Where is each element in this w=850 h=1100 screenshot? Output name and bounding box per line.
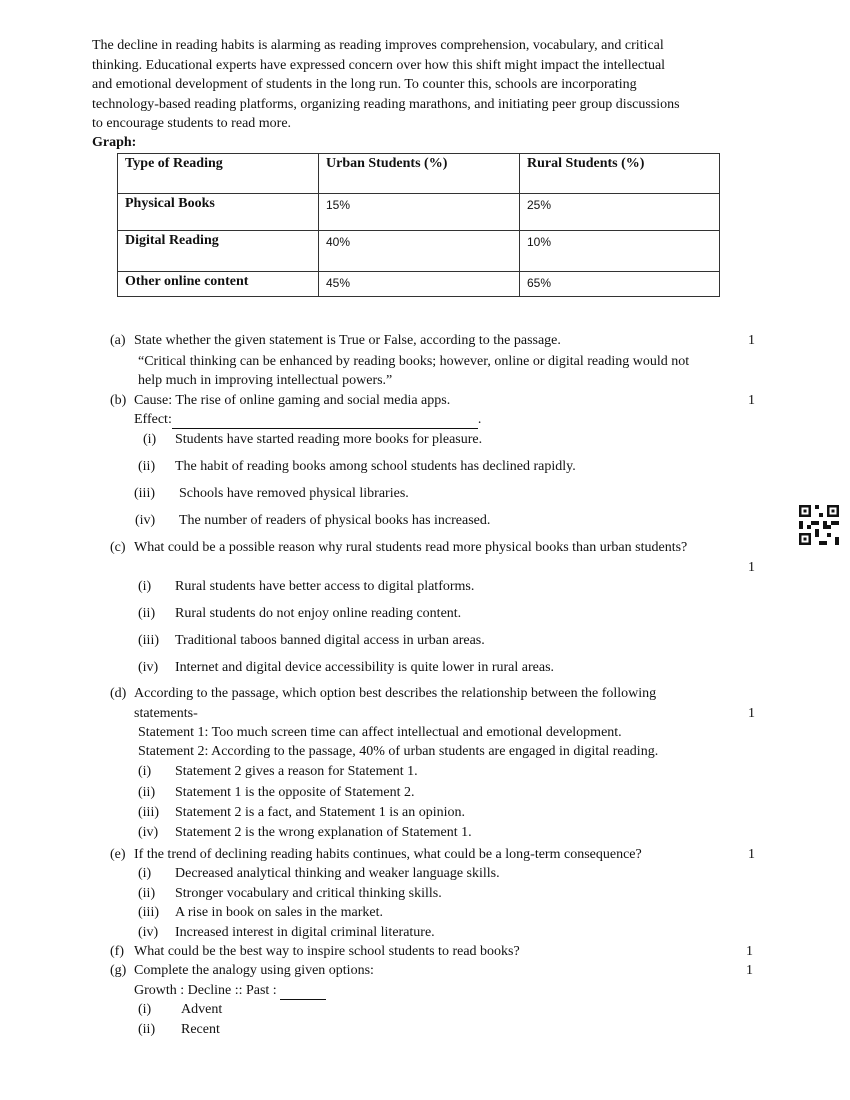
option-text: Traditional taboos banned digital access in urban areas. [175,633,485,648]
question-mark: 1 [746,963,753,978]
question-text: Cause: The rise of online gaming and social media apps. [134,393,451,408]
question-label: (c) [110,540,126,555]
table-cell: 25% [520,194,720,231]
analogy-text: Growth : Decline :: Past : [134,983,277,998]
option-text: Recent [181,1022,220,1037]
table-cell: 10% [520,231,720,272]
question-text: What could be the best way to inspire school students to read books? [134,944,520,959]
statement-1: Statement 1: Too much screen time can affect intellectual and emotional development. [138,725,622,740]
option-number: (iv) [138,660,159,675]
option-number: (ii) [138,886,156,901]
table-cell: 65% [520,272,720,297]
question-text: Complete the analogy using given options: [134,963,374,978]
question-text: statements- [134,706,198,721]
question-text: According to the passage, which option best describes the relationship between the following [134,686,657,701]
option-text: The number of readers of physical books has increased. [179,513,491,528]
option-text: Decreased analytical thinking and weaker language skills. [175,866,500,881]
question-mark: 1 [748,560,755,575]
table-header: Type of Reading [118,154,319,194]
option-number: (ii) [138,1022,156,1037]
table-cell: Digital Reading [118,231,319,272]
question-mark: 1 [748,333,755,348]
effect-line: Effect: . [134,412,482,427]
question-mark: 1 [748,706,755,721]
passage-line: and emotional development of students in the long run. To counter this, schools are incorporating [92,77,637,92]
table-row [118,231,720,272]
reading-table [117,153,720,297]
table-cell: 15% [319,194,520,231]
option-text: Statement 2 gives a reason for Statement 1. [175,764,418,779]
option-text: Increased interest in digital criminal literature. [175,925,435,940]
answer-blank [280,985,326,1000]
option-text: Students have started reading more books for pleasure. [175,432,483,447]
table-header: Rural Students (%) [520,154,720,194]
option-text: Statement 2 is the wrong explanation of Statement 1. [175,825,472,840]
question-label: (a) [110,333,126,348]
question-mark: 1 [748,847,755,862]
quote-line: help much in improving intellectual powers.” [138,373,393,388]
table-cell: 45% [319,272,520,297]
option-number: (i) [138,579,152,594]
passage-line: thinking. Educational experts have expressed concern over how this shift might impact the intellectual [92,58,666,73]
option-number: (iii) [138,805,159,820]
table-row [118,194,720,231]
option-text: Internet and digital device accessibility is quite lower in rural areas. [175,660,555,675]
table-cell: Other online content [118,272,319,297]
question-mark: 1 [746,944,753,959]
option-text: Statement 2 is a fact, and Statement 1 is an opinion. [175,805,466,820]
option-number: (ii) [138,459,156,474]
question-mark: 1 [748,393,755,408]
question-label: (e) [110,847,126,862]
table-header-row [118,154,720,194]
passage-line: to encourage students to read more. [92,116,292,131]
question-label: (d) [110,686,127,701]
question-text: If the trend of declining reading habits continues, what could be a long-term consequence? [134,847,642,862]
option-number: (i) [138,764,152,779]
quote-line: “Critical thinking can be enhanced by reading books; however, online or digital reading would not [138,354,690,369]
option-number: (i) [138,866,152,881]
option-text: Statement 1 is the opposite of Statement 2. [175,785,415,800]
question-label: (b) [110,393,127,408]
answer-blank [172,414,478,429]
option-number: (iv) [138,925,159,940]
option-number: (ii) [138,785,156,800]
option-number: (iii) [138,633,159,648]
option-text: Schools have removed physical libraries. [179,486,409,501]
effect-label: Effect: [134,412,172,427]
question-text: What could be a possible reason why rural students read more physical books than urban students? [134,540,688,555]
option-number: (iii) [134,486,155,501]
question-label: (g) [110,963,127,978]
table-cell: Physical Books [118,194,319,231]
question-label: (f) [110,944,124,959]
option-text: A rise in book on sales in the market. [175,905,384,920]
table-cell: 40% [319,231,520,272]
option-text: Rural students have better access to digital platforms. [175,579,475,594]
option-text: Stronger vocabulary and critical thinking skills. [175,886,442,901]
option-text: Rural students do not enjoy online reading content. [175,606,462,621]
analogy-line [134,982,326,1000]
question-text: State whether the given statement is True or False, according to the passage. [134,333,561,348]
table-header: Urban Students (%) [319,154,520,194]
graph-label: Graph: [92,135,137,150]
qr-code-icon [799,505,839,545]
option-number: (iii) [138,905,159,920]
option-text: Advent [181,1002,223,1017]
option-number: (iv) [135,513,156,528]
option-number: (iv) [138,825,159,840]
option-number: (i) [138,1002,152,1017]
passage-line: technology-based reading platforms, organizing reading marathons, and initiating peer group discussions [92,97,680,112]
statement-2: Statement 2: According to the passage, 40% of urban students are engaged in digital reading. [138,744,659,759]
option-text: The habit of reading books among school students has declined rapidly. [175,459,576,474]
option-number: (ii) [138,606,156,621]
passage-line: The decline in reading habits is alarming as reading improves comprehension, vocabulary, and critical [92,38,664,53]
option-number: (i) [143,432,157,447]
table-row [118,272,720,297]
